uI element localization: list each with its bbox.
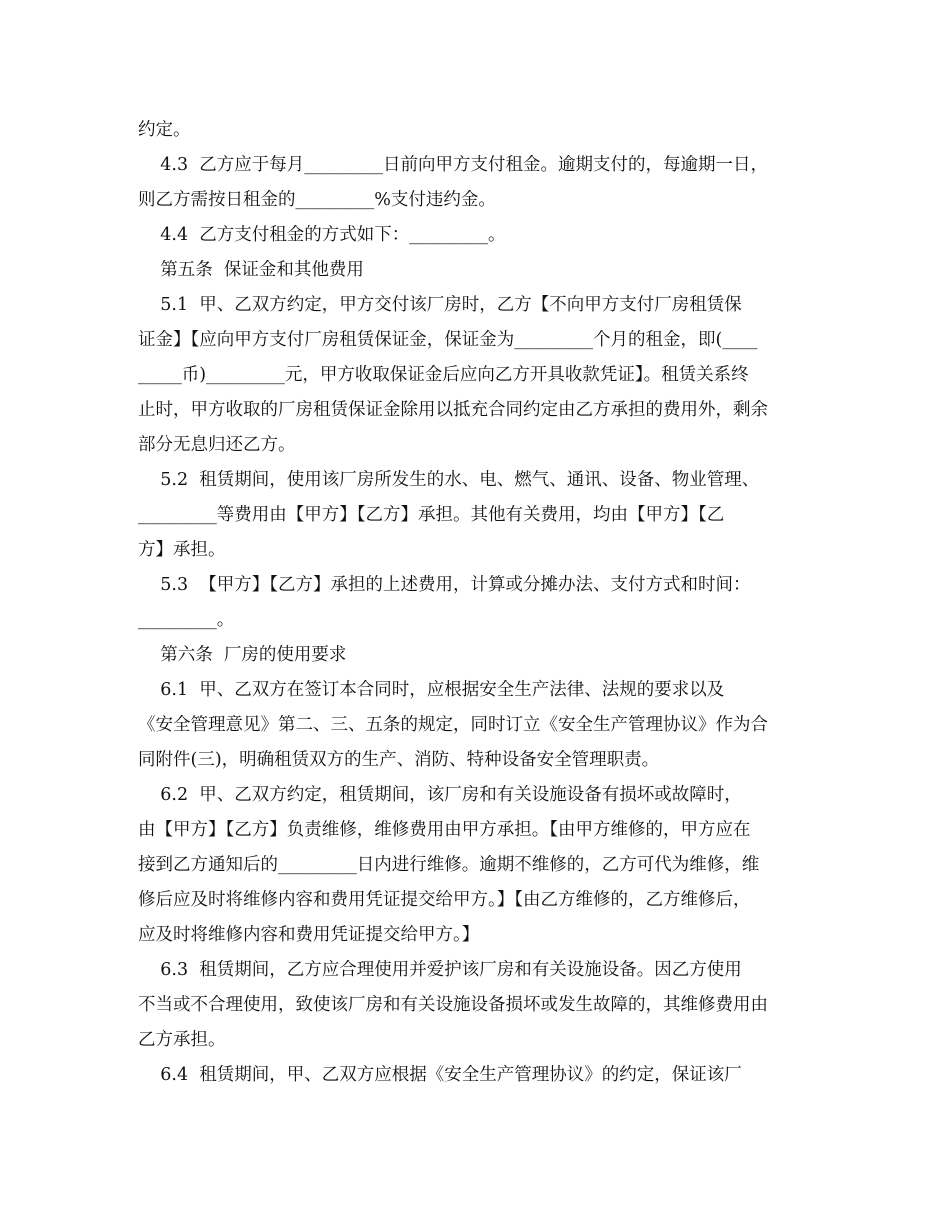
text-line: 接到乙方通知后的_________日内进行维修。逾期不维修的，乙方可代为维修，维 (138, 855, 760, 875)
text-line: 止时，甲方收取的厂房租赁保证金除用以抵充合同约定由乙方承担的费用外，剩余 (138, 400, 768, 420)
text-line: 应及时将维修内容和费用凭证提交给甲方。】 (138, 925, 480, 945)
section-heading: 第六条 厂房的使用要求 (138, 645, 347, 665)
text-line: 4.4 乙方支付租金的方式如下：_________。 (138, 225, 506, 245)
text-line: 方】承担。 (138, 540, 226, 560)
text-line: 不当或不合理使用，致使该厂房和有关设施设备损坏或发生故障的，其维修费用由 (138, 995, 768, 1015)
text-line: 6.4 租赁期间，甲、乙双方应根据《安全生产管理协议》的约定，保证该厂 (138, 1065, 742, 1085)
text-line: 《安全管理意见》第二、三、五条的规定，同时订立《安全生产管理协议》作为合 (138, 715, 768, 735)
text-line: 5.2 租赁期间，使用该厂房所发生的水、电、燃气、通讯、设备、物业管理、 (138, 470, 760, 490)
text-line: 6.2 甲、乙双方约定，租赁期间，该厂房和有关设施设备有损坏或故障时， (138, 785, 742, 805)
text-line: 5.1 甲、乙双方约定，甲方交付该厂房时，乙方【不向甲方支付厂房租赁保 (138, 295, 742, 315)
text-line: 同附件(三)，明确租赁双方的生产、消防、特种设备安全管理职责。 (138, 750, 660, 770)
text-line: _________。 (138, 610, 235, 630)
text-line: 则乙方需按日租金的_________%支付违约金。 (138, 190, 496, 210)
text-line: 4.3 乙方应于每月_________日前向甲方支付租金。逾期支付的，每逾期一日， (138, 155, 768, 175)
text-line: 5.3 【甲方】【乙方】承担的上述费用，计算或分摊办法、支付方式和时间： (138, 575, 751, 595)
text-line: 6.3 租赁期间，乙方应合理使用并爱护该厂房和有关设施设备。因乙方使用 (138, 960, 742, 980)
text-line: 由【甲方】【乙方】负责维修，维修费用由甲方承担。【由甲方维修的，甲方应在 (138, 820, 751, 840)
text-line: 部分无息归还乙方。 (138, 435, 296, 455)
text-line: 证金】【应向甲方支付厂房租赁保证金，保证金为_________个月的租金，即(____ (138, 330, 758, 350)
text-line: _________等费用由【甲方】【乙方】承担。其他有关费用，均由【甲方】【乙 (138, 505, 725, 525)
text-line: 6.1 甲、乙双方在签订本合同时，应根据安全生产法律、法规的要求以及 (138, 680, 725, 700)
section-heading: 第五条 保证金和其他费用 (138, 260, 364, 280)
text-line: 修后应及时将维修内容和费用凭证提交给甲方。】【由乙方维修的，乙方维修后， (138, 890, 751, 910)
text-line: 乙方承担。 (138, 1030, 226, 1050)
text-line: _____币)_________元，甲方收取保证金后应向乙方开具收款凭证】。租赁关系终 (138, 365, 749, 385)
text-line: 约定。 (138, 120, 191, 140)
